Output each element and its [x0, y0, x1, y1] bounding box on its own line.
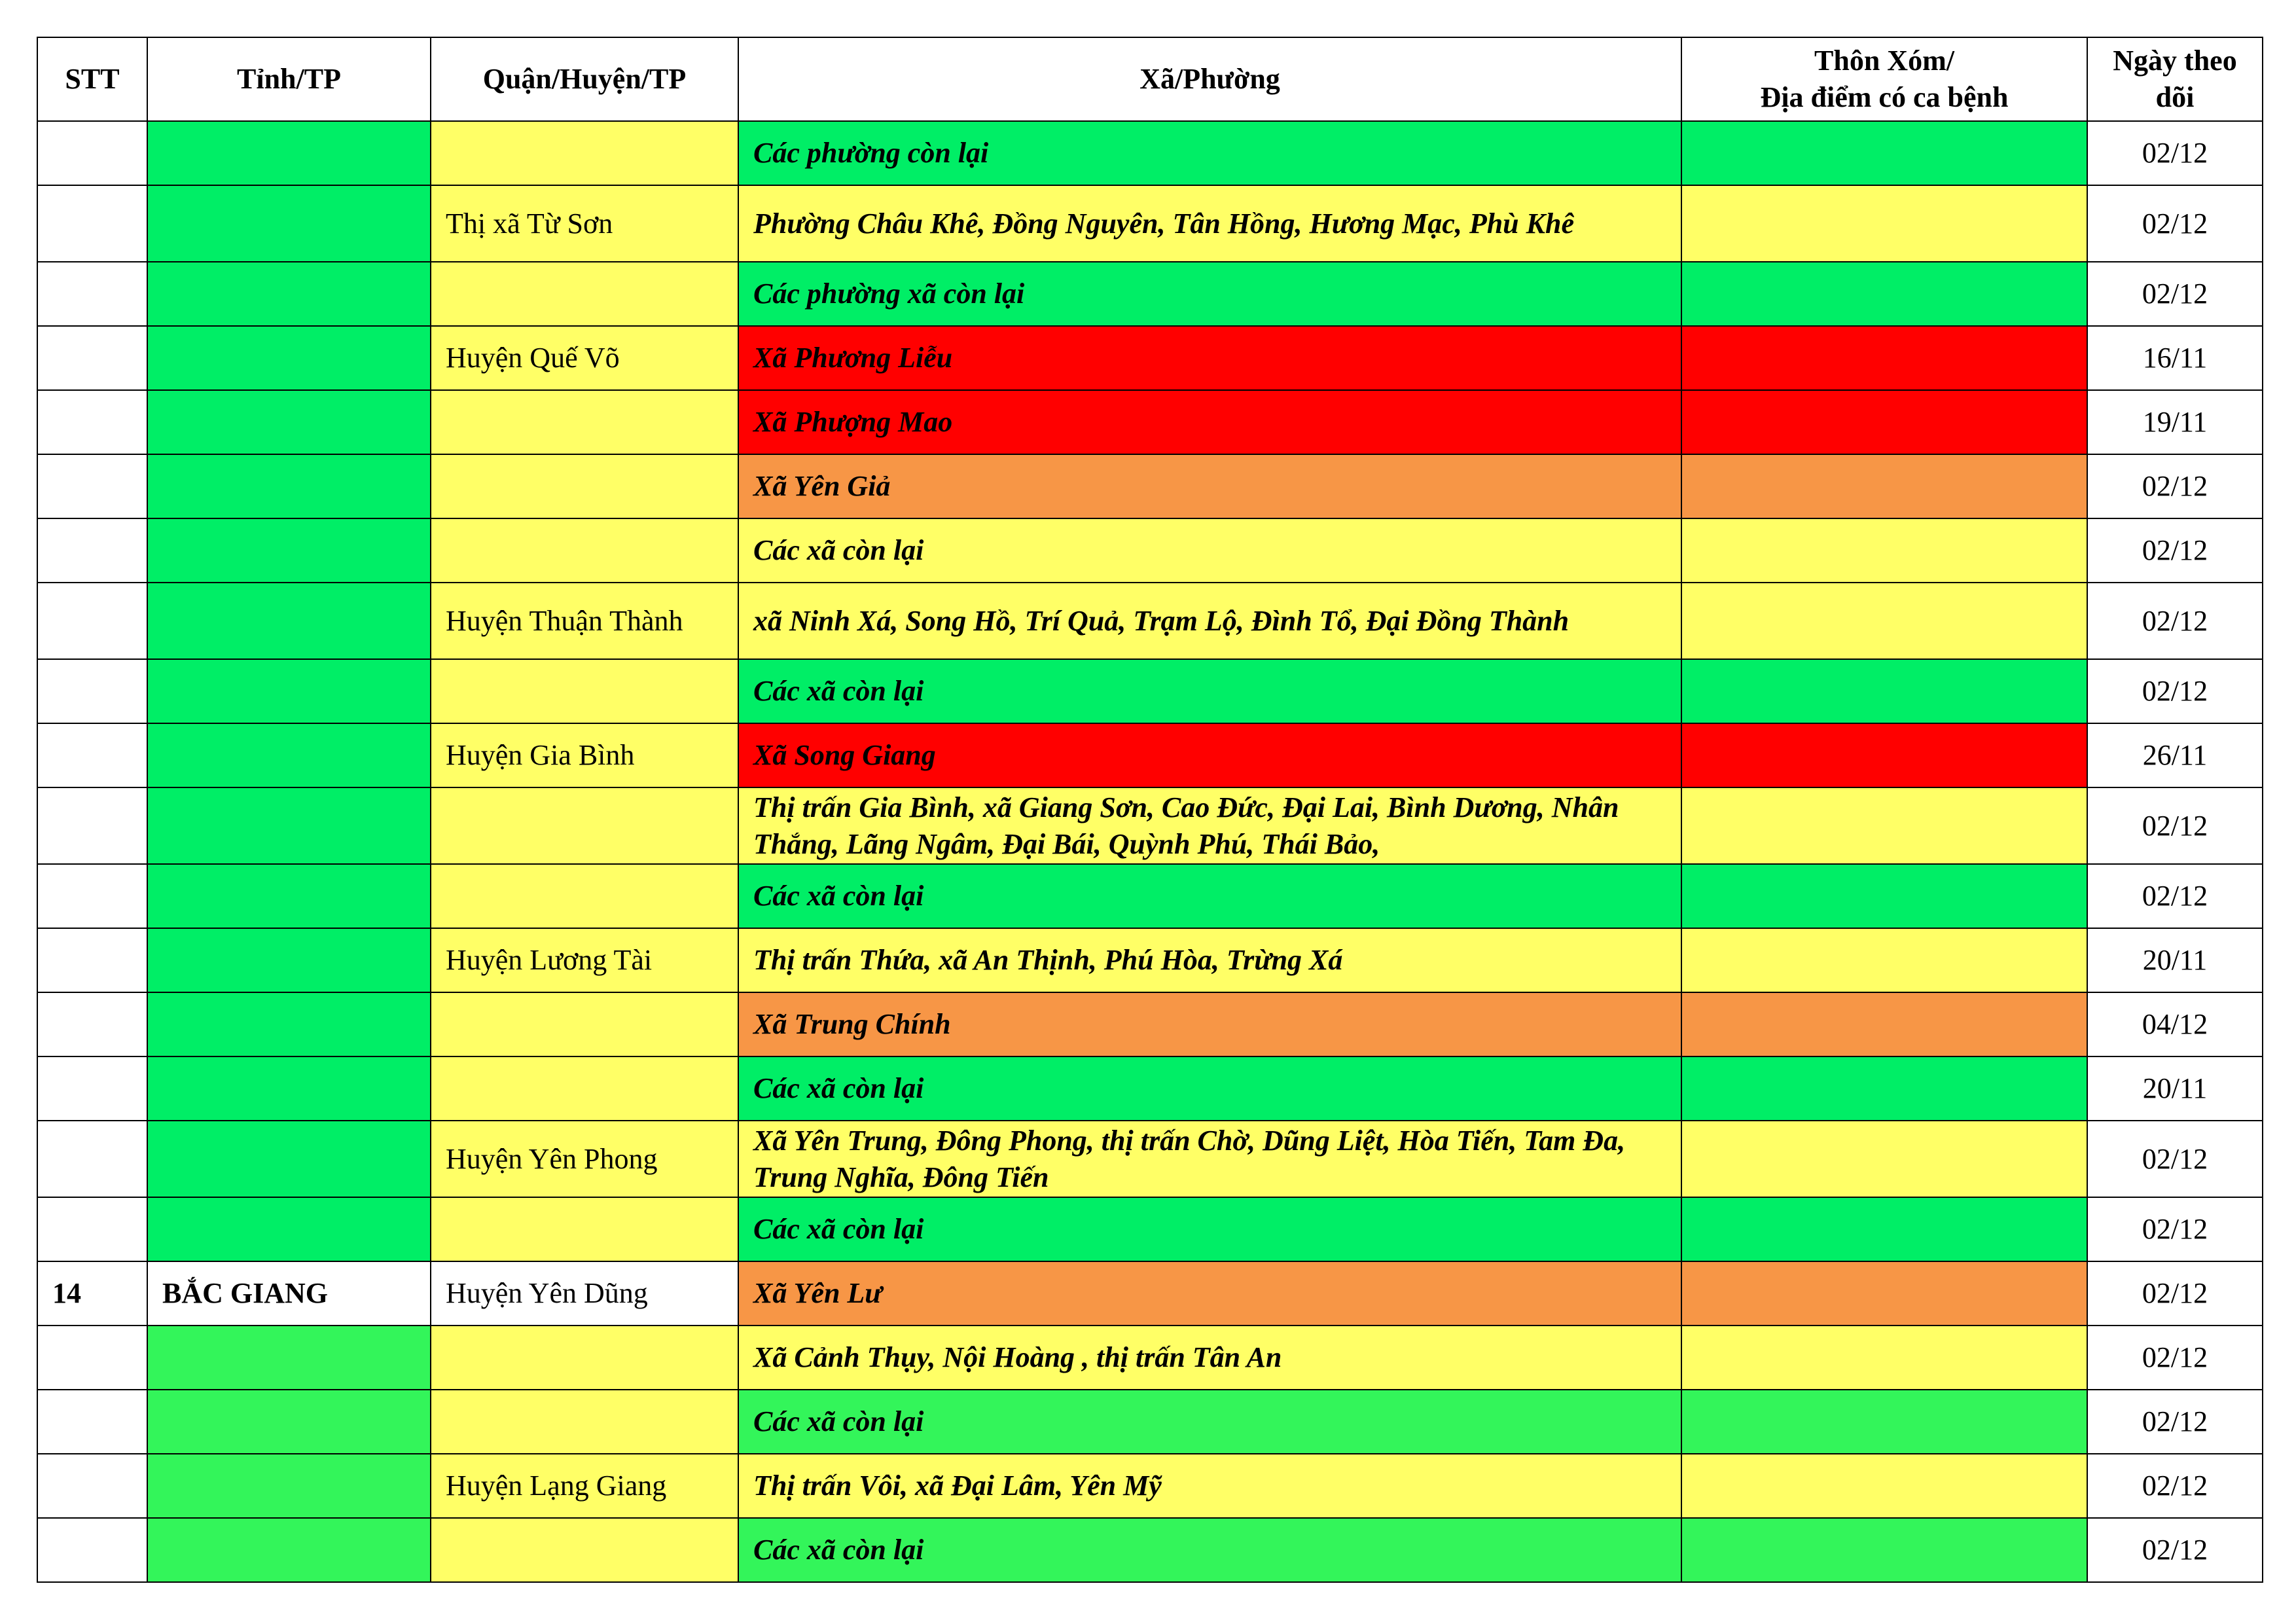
- header-row: [37, 37, 2263, 121]
- cell-quan: [431, 659, 738, 723]
- cell-ngay: 20/11: [2087, 1056, 2263, 1121]
- cell-stt: [37, 583, 147, 659]
- cell-tinh: [147, 262, 431, 326]
- cell-thon: [1681, 518, 2087, 583]
- table-row: [37, 1056, 2263, 1121]
- cell-xa: Thị trấn Gia Bình, xã Giang Sơn, Cao Đức, Đại Lai, Bình Dương, Nhân Thắng, Lãng Ngâm, Đại Bái, Quỳnh Phú, Thái Bảo,: [738, 787, 1681, 864]
- table-row: [37, 864, 2263, 928]
- cell-xa: Xã Yên Trung, Đông Phong, thị trấn Chờ, Dũng Liệt, Hòa Tiến, Tam Đa, Trung Nghĩa, Đông Tiến: [738, 1121, 1681, 1197]
- cell-stt: [37, 390, 147, 454]
- cell-thon: [1681, 928, 2087, 992]
- cell-thon: [1681, 185, 2087, 262]
- cell-xa: Các xã còn lại: [738, 1056, 1681, 1121]
- cell-tinh: [147, 864, 431, 928]
- cell-tinh: [147, 1197, 431, 1261]
- table-row: [37, 326, 2263, 390]
- outbreak-table: [37, 37, 2263, 1583]
- cell-stt: [37, 121, 147, 185]
- cell-stt: [37, 723, 147, 787]
- header-tinh: Tỉnh/TP: [147, 37, 431, 121]
- cell-ngay: 04/12: [2087, 992, 2263, 1056]
- cell-thon: [1681, 787, 2087, 864]
- cell-quan: [431, 1390, 738, 1454]
- table-row: [37, 518, 2263, 583]
- cell-ngay: 02/12: [2087, 1326, 2263, 1390]
- table-row: [37, 262, 2263, 326]
- cell-xa: Xã Song Giang: [738, 723, 1681, 787]
- cell-tinh: [147, 1121, 431, 1197]
- cell-thon: [1681, 1326, 2087, 1390]
- header-quan: Quận/Huyện/TP: [431, 37, 738, 121]
- cell-ngay: 02/12: [2087, 1454, 2263, 1518]
- cell-xa: Các xã còn lại: [738, 518, 1681, 583]
- cell-xa: Xã Phương Liễu: [738, 326, 1681, 390]
- cell-ngay: 02/12: [2087, 787, 2263, 864]
- cell-thon: [1681, 326, 2087, 390]
- cell-tinh: [147, 454, 431, 518]
- table-row: [37, 454, 2263, 518]
- cell-xa: Thị trấn Thứa, xã An Thịnh, Phú Hòa, Trừng Xá: [738, 928, 1681, 992]
- cell-stt: [37, 1518, 147, 1582]
- cell-thon: [1681, 454, 2087, 518]
- table-row: [37, 583, 2263, 659]
- table-row: [37, 928, 2263, 992]
- cell-stt: [37, 1056, 147, 1121]
- cell-thon: [1681, 992, 2087, 1056]
- table-row: [37, 1197, 2263, 1261]
- cell-thon: [1681, 659, 2087, 723]
- cell-stt: [37, 1197, 147, 1261]
- header-thon: [1681, 37, 2087, 121]
- cell-stt: [37, 1390, 147, 1454]
- cell-ngay: 02/12: [2087, 454, 2263, 518]
- table-row: [37, 1326, 2263, 1390]
- cell-ngay: 02/12: [2087, 185, 2263, 262]
- cell-stt: [37, 787, 147, 864]
- cell-quan: Huyện Lạng Giang: [431, 1454, 738, 1518]
- cell-xa: Xã Cảnh Thụy, Nội Hoàng , thị trấn Tân An: [738, 1326, 1681, 1390]
- cell-stt: [37, 326, 147, 390]
- table-row: [37, 390, 2263, 454]
- header-stt: STT: [37, 37, 147, 121]
- cell-thon: [1681, 1518, 2087, 1582]
- cell-quan: Huyện Yên Phong: [431, 1121, 738, 1197]
- cell-xa: Phường Châu Khê, Đồng Nguyên, Tân Hồng, Hương Mạc, Phù Khê: [738, 185, 1681, 262]
- cell-tinh: [147, 326, 431, 390]
- cell-quan: Huyện Thuận Thành: [431, 583, 738, 659]
- cell-stt: [37, 992, 147, 1056]
- cell-xa: Xã Trung Chính: [738, 992, 1681, 1056]
- cell-ngay: 20/11: [2087, 928, 2263, 992]
- cell-stt: 14: [37, 1261, 147, 1326]
- cell-stt: [37, 518, 147, 583]
- cell-xa: Thị trấn Vôi, xã Đại Lâm, Yên Mỹ: [738, 1454, 1681, 1518]
- table-row: [37, 787, 2263, 864]
- cell-thon: [1681, 121, 2087, 185]
- cell-tinh: [147, 1326, 431, 1390]
- cell-tinh: [147, 992, 431, 1056]
- cell-tinh: BẮC GIANG: [147, 1261, 431, 1326]
- cell-thon: [1681, 1454, 2087, 1518]
- cell-stt: [37, 454, 147, 518]
- cell-stt: [37, 928, 147, 992]
- cell-tinh: [147, 723, 431, 787]
- table-row: [37, 1518, 2263, 1582]
- cell-quan: [431, 518, 738, 583]
- cell-tinh: [147, 1056, 431, 1121]
- cell-ngay: 02/12: [2087, 864, 2263, 928]
- cell-stt: [37, 1326, 147, 1390]
- cell-quan: Huyện Gia Bình: [431, 723, 738, 787]
- cell-ngay: 02/12: [2087, 262, 2263, 326]
- cell-thon: [1681, 1390, 2087, 1454]
- table-row: [37, 723, 2263, 787]
- table-row: [37, 1454, 2263, 1518]
- cell-thon: [1681, 1121, 2087, 1197]
- cell-ngay: 02/12: [2087, 1121, 2263, 1197]
- header-xa: Xã/Phường: [738, 37, 1681, 121]
- cell-tinh: [147, 185, 431, 262]
- cell-tinh: [147, 1518, 431, 1582]
- cell-tinh: [147, 787, 431, 864]
- cell-tinh: [147, 390, 431, 454]
- cell-ngay: 26/11: [2087, 723, 2263, 787]
- cell-quan: [431, 1197, 738, 1261]
- cell-quan: [431, 1518, 738, 1582]
- cell-tinh: [147, 518, 431, 583]
- cell-thon: [1681, 1056, 2087, 1121]
- cell-quan: [431, 992, 738, 1056]
- cell-thon: [1681, 864, 2087, 928]
- cell-xa: Các xã còn lại: [738, 1197, 1681, 1261]
- cell-tinh: [147, 583, 431, 659]
- cell-stt: [37, 1454, 147, 1518]
- cell-stt: [37, 864, 147, 928]
- table-row: [37, 185, 2263, 262]
- cell-thon: [1681, 583, 2087, 659]
- cell-ngay: 02/12: [2087, 518, 2263, 583]
- cell-ngay: 02/12: [2087, 1390, 2263, 1454]
- cell-quan: Huyện Yên Dũng: [431, 1261, 738, 1326]
- cell-thon: [1681, 1261, 2087, 1326]
- table-row: [37, 1121, 2263, 1197]
- cell-stt: [37, 1121, 147, 1197]
- cell-quan: [431, 787, 738, 864]
- cell-quan: [431, 121, 738, 185]
- cell-tinh: [147, 1390, 431, 1454]
- table-row: [37, 992, 2263, 1056]
- table-row: [37, 121, 2263, 185]
- cell-quan: [431, 1326, 738, 1390]
- cell-tinh: [147, 121, 431, 185]
- cell-xa: Xã Yên Lư: [738, 1261, 1681, 1326]
- cell-xa: Các xã còn lại: [738, 659, 1681, 723]
- cell-thon: [1681, 390, 2087, 454]
- cell-stt: [37, 185, 147, 262]
- header-ngay: [2087, 37, 2263, 121]
- cell-ngay: 02/12: [2087, 1197, 2263, 1261]
- cell-ngay: 16/11: [2087, 326, 2263, 390]
- cell-ngay: 19/11: [2087, 390, 2263, 454]
- cell-quan: Huyện Lương Tài: [431, 928, 738, 992]
- header-thon-line2: Địa điểm có ca bệnh: [1760, 81, 2009, 113]
- cell-xa: Các phường xã còn lại: [738, 262, 1681, 326]
- cell-stt: [37, 659, 147, 723]
- cell-ngay: 02/12: [2087, 121, 2263, 185]
- cell-stt: [37, 262, 147, 326]
- cell-ngay: 02/12: [2087, 1518, 2263, 1582]
- cell-tinh: [147, 928, 431, 992]
- cell-ngay: 02/12: [2087, 583, 2263, 659]
- cell-xa: Các xã còn lại: [738, 864, 1681, 928]
- cell-quan: [431, 1056, 738, 1121]
- header-ngay-line1: Ngày theo: [2113, 45, 2237, 77]
- table-row: [37, 1390, 2263, 1454]
- cell-thon: [1681, 723, 2087, 787]
- cell-tinh: [147, 1454, 431, 1518]
- header-ngay-line2: dõi: [2155, 81, 2195, 113]
- cell-quan: Thị xã Từ Sơn: [431, 185, 738, 262]
- cell-thon: [1681, 262, 2087, 326]
- cell-quan: [431, 390, 738, 454]
- cell-quan: [431, 864, 738, 928]
- table-row: [37, 659, 2263, 723]
- cell-xa: Xã Phượng Mao: [738, 390, 1681, 454]
- cell-quan: [431, 454, 738, 518]
- table-row: [37, 1261, 2263, 1326]
- cell-tinh: [147, 659, 431, 723]
- cell-xa: Xã Yên Giả: [738, 454, 1681, 518]
- cell-thon: [1681, 1197, 2087, 1261]
- cell-quan: [431, 262, 738, 326]
- cell-xa: Các xã còn lại: [738, 1518, 1681, 1582]
- cell-ngay: 02/12: [2087, 1261, 2263, 1326]
- cell-xa: Các phường còn lại: [738, 121, 1681, 185]
- cell-xa: xã Ninh Xá, Song Hồ, Trí Quả, Trạm Lộ, Đình Tổ, Đại Đồng Thành: [738, 583, 1681, 659]
- cell-quan: Huyện Quế Võ: [431, 326, 738, 390]
- cell-ngay: 02/12: [2087, 659, 2263, 723]
- header-thon-line1: Thôn Xóm/: [1814, 45, 1954, 77]
- cell-xa: Các xã còn lại: [738, 1390, 1681, 1454]
